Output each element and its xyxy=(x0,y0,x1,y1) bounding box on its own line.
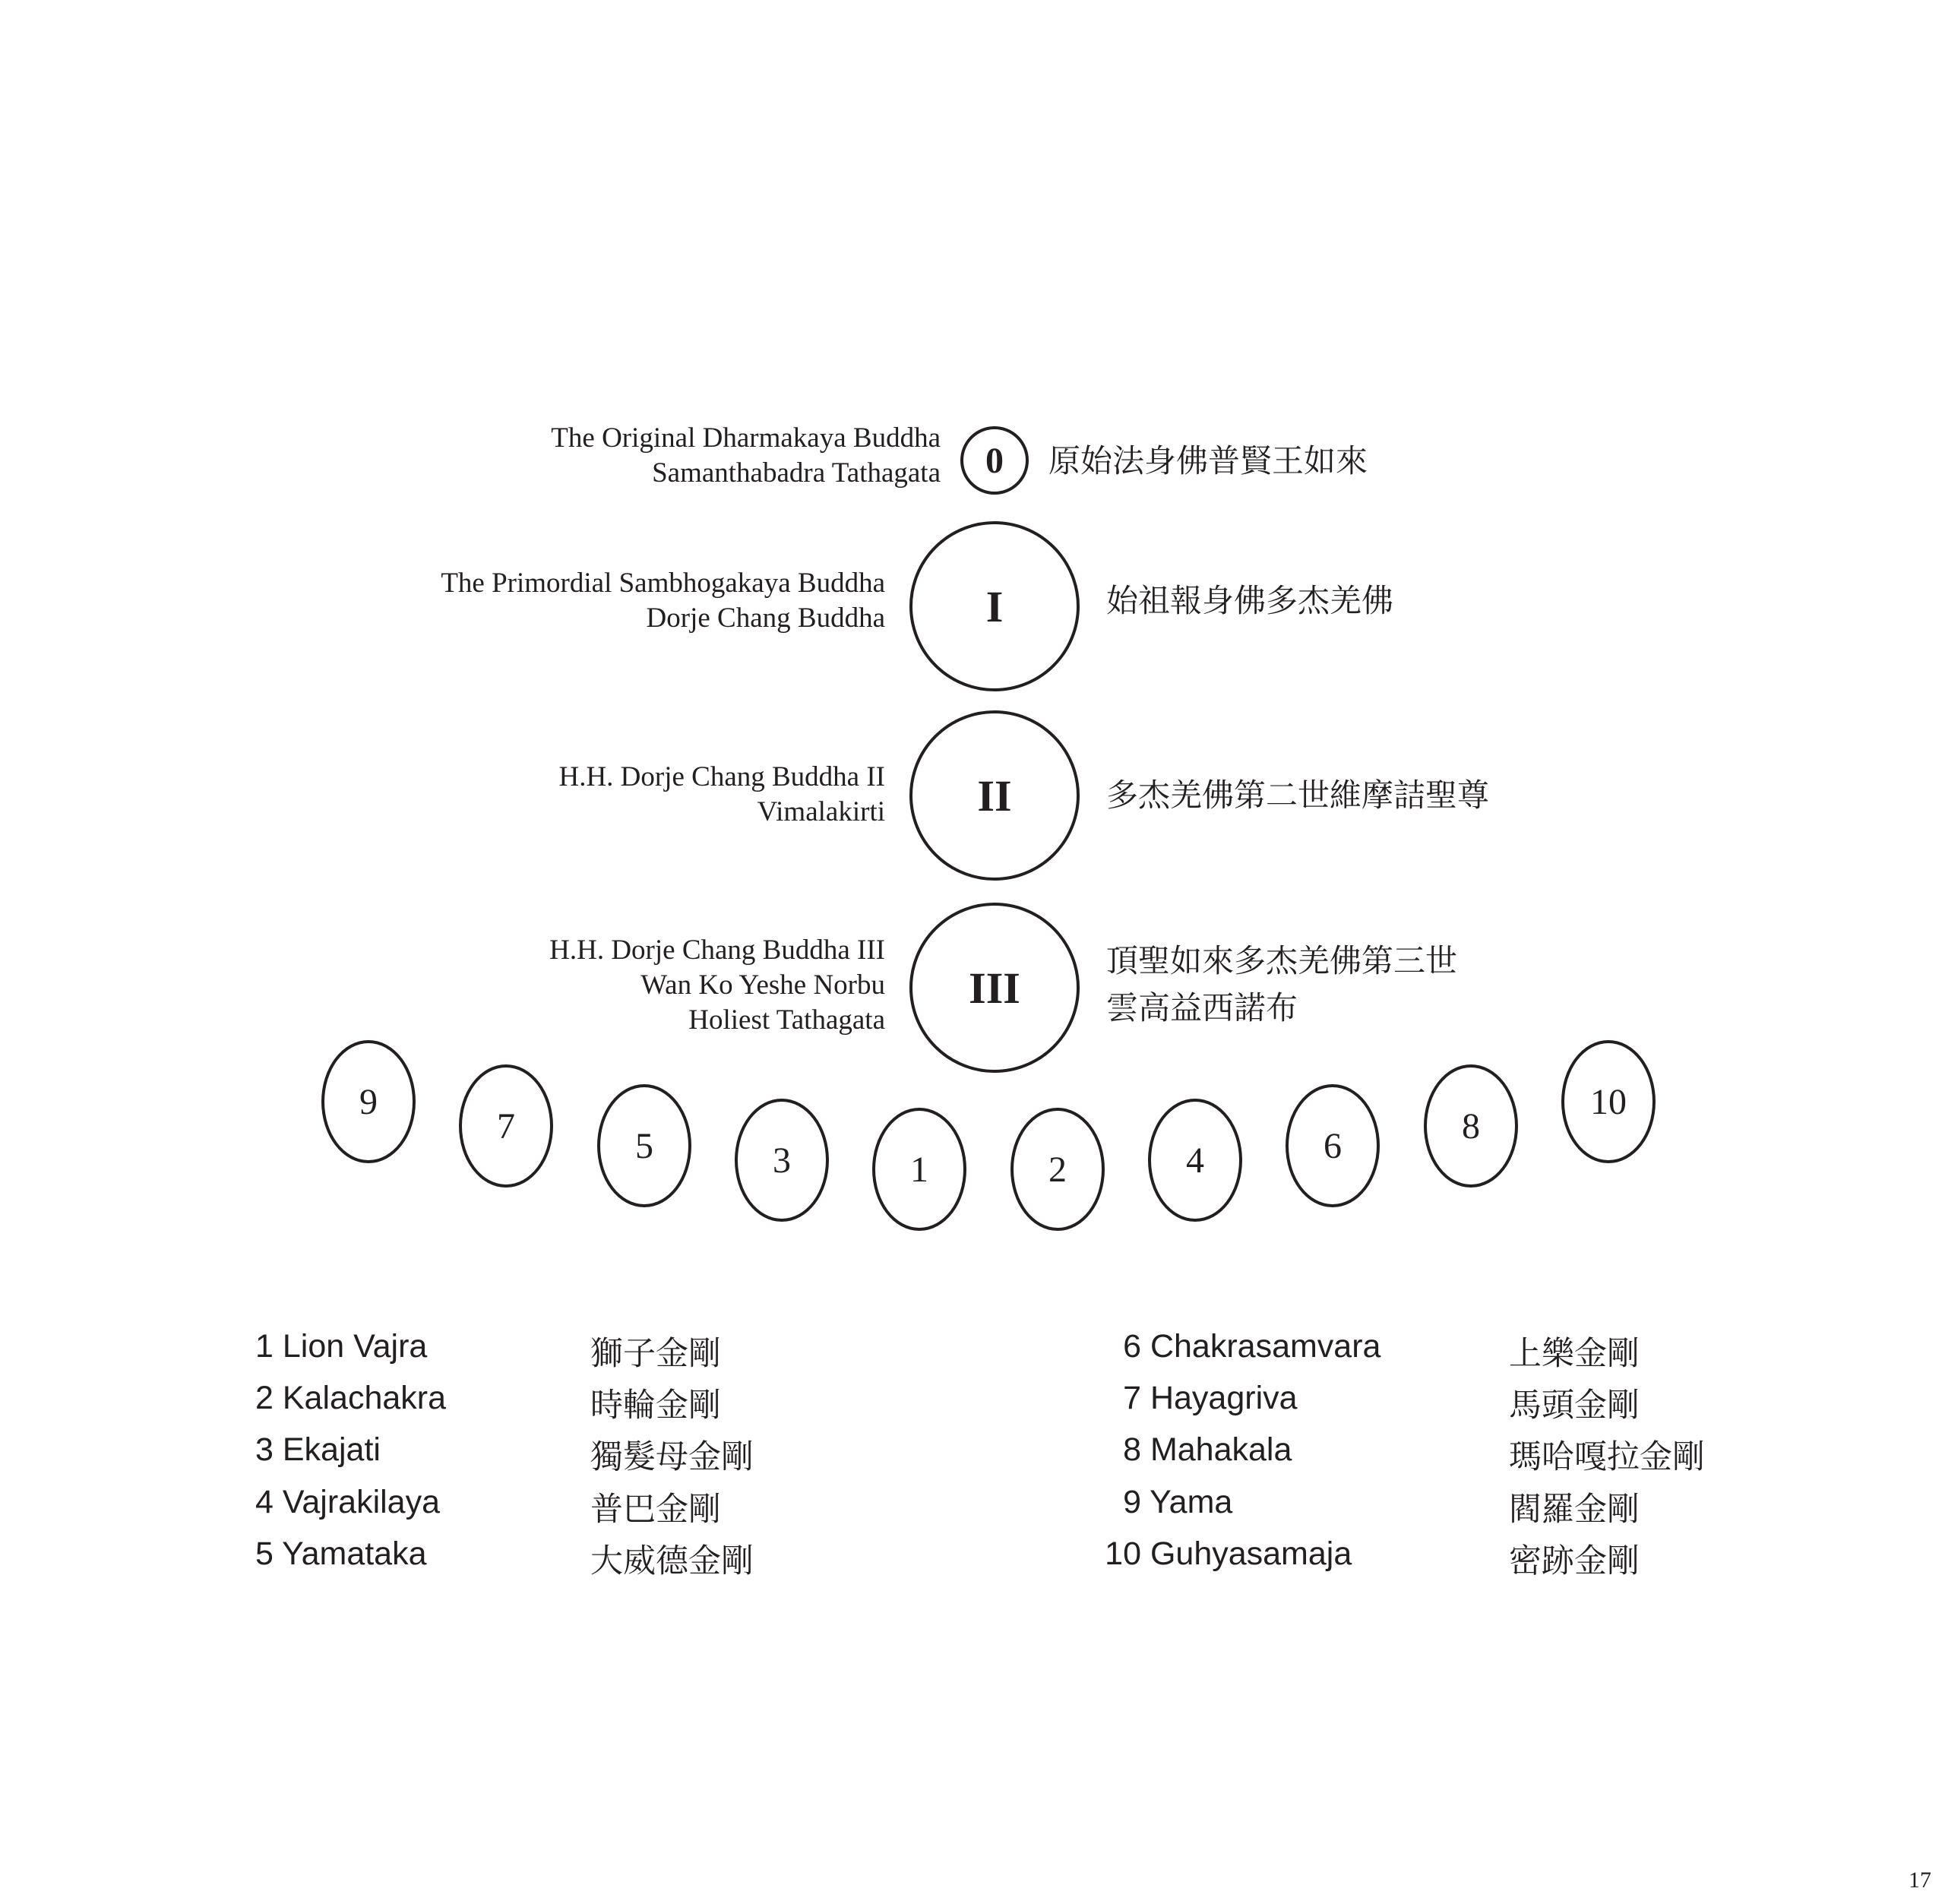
lineage-2-chinese xyxy=(1106,772,1489,819)
lineage-0-rank: 0 xyxy=(985,440,1004,481)
lineage-1-chinese xyxy=(1106,577,1393,625)
lineage-3-english-line-3: Holiest Tathagata xyxy=(688,1004,885,1036)
legend-number: 10 xyxy=(1105,1536,1141,1572)
oval-10 xyxy=(1561,1040,1656,1163)
lineage-2-circle xyxy=(909,710,1080,881)
legend-number: 7 xyxy=(1123,1380,1141,1416)
lineage-3-circle xyxy=(909,903,1080,1073)
oval-8-number: 8 xyxy=(1462,1105,1480,1147)
legend-left-chinese-1: 獅子金剛 xyxy=(590,1335,721,1373)
oval-6-number: 6 xyxy=(1324,1125,1342,1166)
lineage-2-english-line-1: H.H. Dorje Chang Buddha II xyxy=(558,761,885,792)
legend-right-chinese-2: 馬頭金剛 xyxy=(1509,1387,1640,1425)
page-number: 17 xyxy=(1909,1868,1931,1893)
oval-6 xyxy=(1286,1084,1380,1207)
lineage-0-english-line-2: Samanthabadra Tathagata xyxy=(652,457,941,489)
legend-left-chinese-2: 時輪金剛 xyxy=(590,1387,721,1425)
lineage-3-chinese xyxy=(1106,938,1457,1032)
legend-name: Yama xyxy=(1150,1484,1233,1520)
oval-8 xyxy=(1424,1064,1518,1188)
legend-right-chinese-4: 閻羅金剛 xyxy=(1509,1491,1640,1529)
lineage-2-english-line-2: Vimalakirti xyxy=(757,796,885,827)
legend-right-row-1 xyxy=(1097,1328,1380,1365)
lineage-3-chinese-line-2: 雲高益西諾布 xyxy=(1106,989,1298,1026)
oval-3-number: 3 xyxy=(773,1140,791,1181)
oval-7-number: 7 xyxy=(497,1105,515,1147)
legend-number: 2 xyxy=(255,1380,274,1416)
legend-number: 3 xyxy=(255,1431,274,1468)
legend-number: 6 xyxy=(1123,1328,1141,1365)
legend-right-row-3 xyxy=(1097,1431,1292,1469)
lineage-0-chinese xyxy=(1048,438,1368,485)
oval-2 xyxy=(1010,1108,1105,1231)
legend-name: Ekajati xyxy=(282,1431,381,1468)
lineage-3-chinese-line-1: 頂聖如來多杰羌佛第三世 xyxy=(1106,942,1458,979)
lineage-0-chinese-line-1: 原始法身佛普賢王如來 xyxy=(1048,442,1368,479)
lineage-3-english-line-2: Wan Ko Yeshe Norbu xyxy=(640,969,885,1001)
legend-left-row-3 xyxy=(255,1431,381,1469)
legend-name: Yamataka xyxy=(282,1536,427,1572)
legend-name: Chakrasamvara xyxy=(1150,1328,1381,1365)
oval-10-number: 10 xyxy=(1590,1081,1627,1122)
lineage-3-rank: III xyxy=(969,963,1020,1013)
oval-9-number: 9 xyxy=(359,1081,378,1122)
lineage-0-english xyxy=(551,421,941,491)
legend-left-row-1 xyxy=(255,1328,427,1365)
oval-5-number: 5 xyxy=(635,1125,653,1166)
lineage-3-english-line-1: H.H. Dorje Chang Buddha III xyxy=(549,935,885,966)
lineage-1-english-line-2: Dorje Chang Buddha xyxy=(646,603,885,634)
legend-left-chinese-3: 獨髮母金剛 xyxy=(590,1438,754,1476)
lineage-0-circle xyxy=(960,426,1029,495)
legend-left-row-4 xyxy=(255,1484,440,1521)
lineage-3-english xyxy=(549,933,885,1038)
lineage-1-english xyxy=(441,566,885,636)
lineage-2-english xyxy=(558,760,885,830)
legend-number: 4 xyxy=(255,1484,274,1520)
oval-1 xyxy=(872,1108,966,1231)
oval-7 xyxy=(459,1064,553,1188)
oval-3 xyxy=(735,1099,829,1222)
lineage-1-english-line-1: The Primordial Sambhogakaya Buddha xyxy=(441,568,885,599)
legend-right-row-4 xyxy=(1097,1484,1232,1521)
lineage-1-circle xyxy=(909,521,1080,691)
legend-right-chinese-5: 密跡金剛 xyxy=(1509,1542,1640,1580)
lineage-1-chinese-line-1: 始祖報身佛多杰羌佛 xyxy=(1106,582,1394,619)
legend-right-row-2 xyxy=(1097,1380,1298,1417)
oval-4-number: 4 xyxy=(1186,1140,1204,1181)
legend-left-row-5 xyxy=(255,1536,427,1573)
legend-name: Kalachakra xyxy=(282,1380,447,1416)
oval-4 xyxy=(1148,1099,1242,1222)
lineage-2-chinese-line-1: 多杰羌佛第二世維摩詰聖尊 xyxy=(1106,776,1490,814)
lineage-1-rank: I xyxy=(985,581,1004,631)
legend-right-row-5 xyxy=(1097,1536,1352,1573)
legend-number: 8 xyxy=(1123,1431,1141,1468)
legend-name: Mahakala xyxy=(1150,1431,1292,1468)
legend-name: Hayagriva xyxy=(1150,1380,1298,1416)
legend-name: Lion Vajra xyxy=(282,1328,428,1365)
oval-5 xyxy=(597,1084,691,1207)
legend-right-chinese-3: 瑪哈嘎拉金剛 xyxy=(1509,1438,1705,1476)
legend-left-chinese-4: 普巴金剛 xyxy=(590,1491,721,1529)
lineage-0-english-line-1: The Original Dharmakaya Buddha xyxy=(551,422,941,454)
legend-number: 9 xyxy=(1123,1484,1141,1520)
oval-1-number: 1 xyxy=(910,1149,928,1190)
legend-number: 1 xyxy=(255,1328,274,1365)
legend-number: 5 xyxy=(255,1536,274,1572)
oval-9 xyxy=(321,1040,416,1163)
legend-name: Vajrakilaya xyxy=(282,1484,441,1520)
lineage-2-rank: II xyxy=(977,770,1012,821)
oval-2-number: 2 xyxy=(1048,1149,1067,1190)
legend-left-chinese-5: 大威德金剛 xyxy=(590,1542,754,1580)
legend-left-row-2 xyxy=(255,1380,446,1417)
legend-right-chinese-1: 上樂金剛 xyxy=(1509,1335,1640,1373)
legend-name: Guhyasamaja xyxy=(1150,1536,1352,1572)
